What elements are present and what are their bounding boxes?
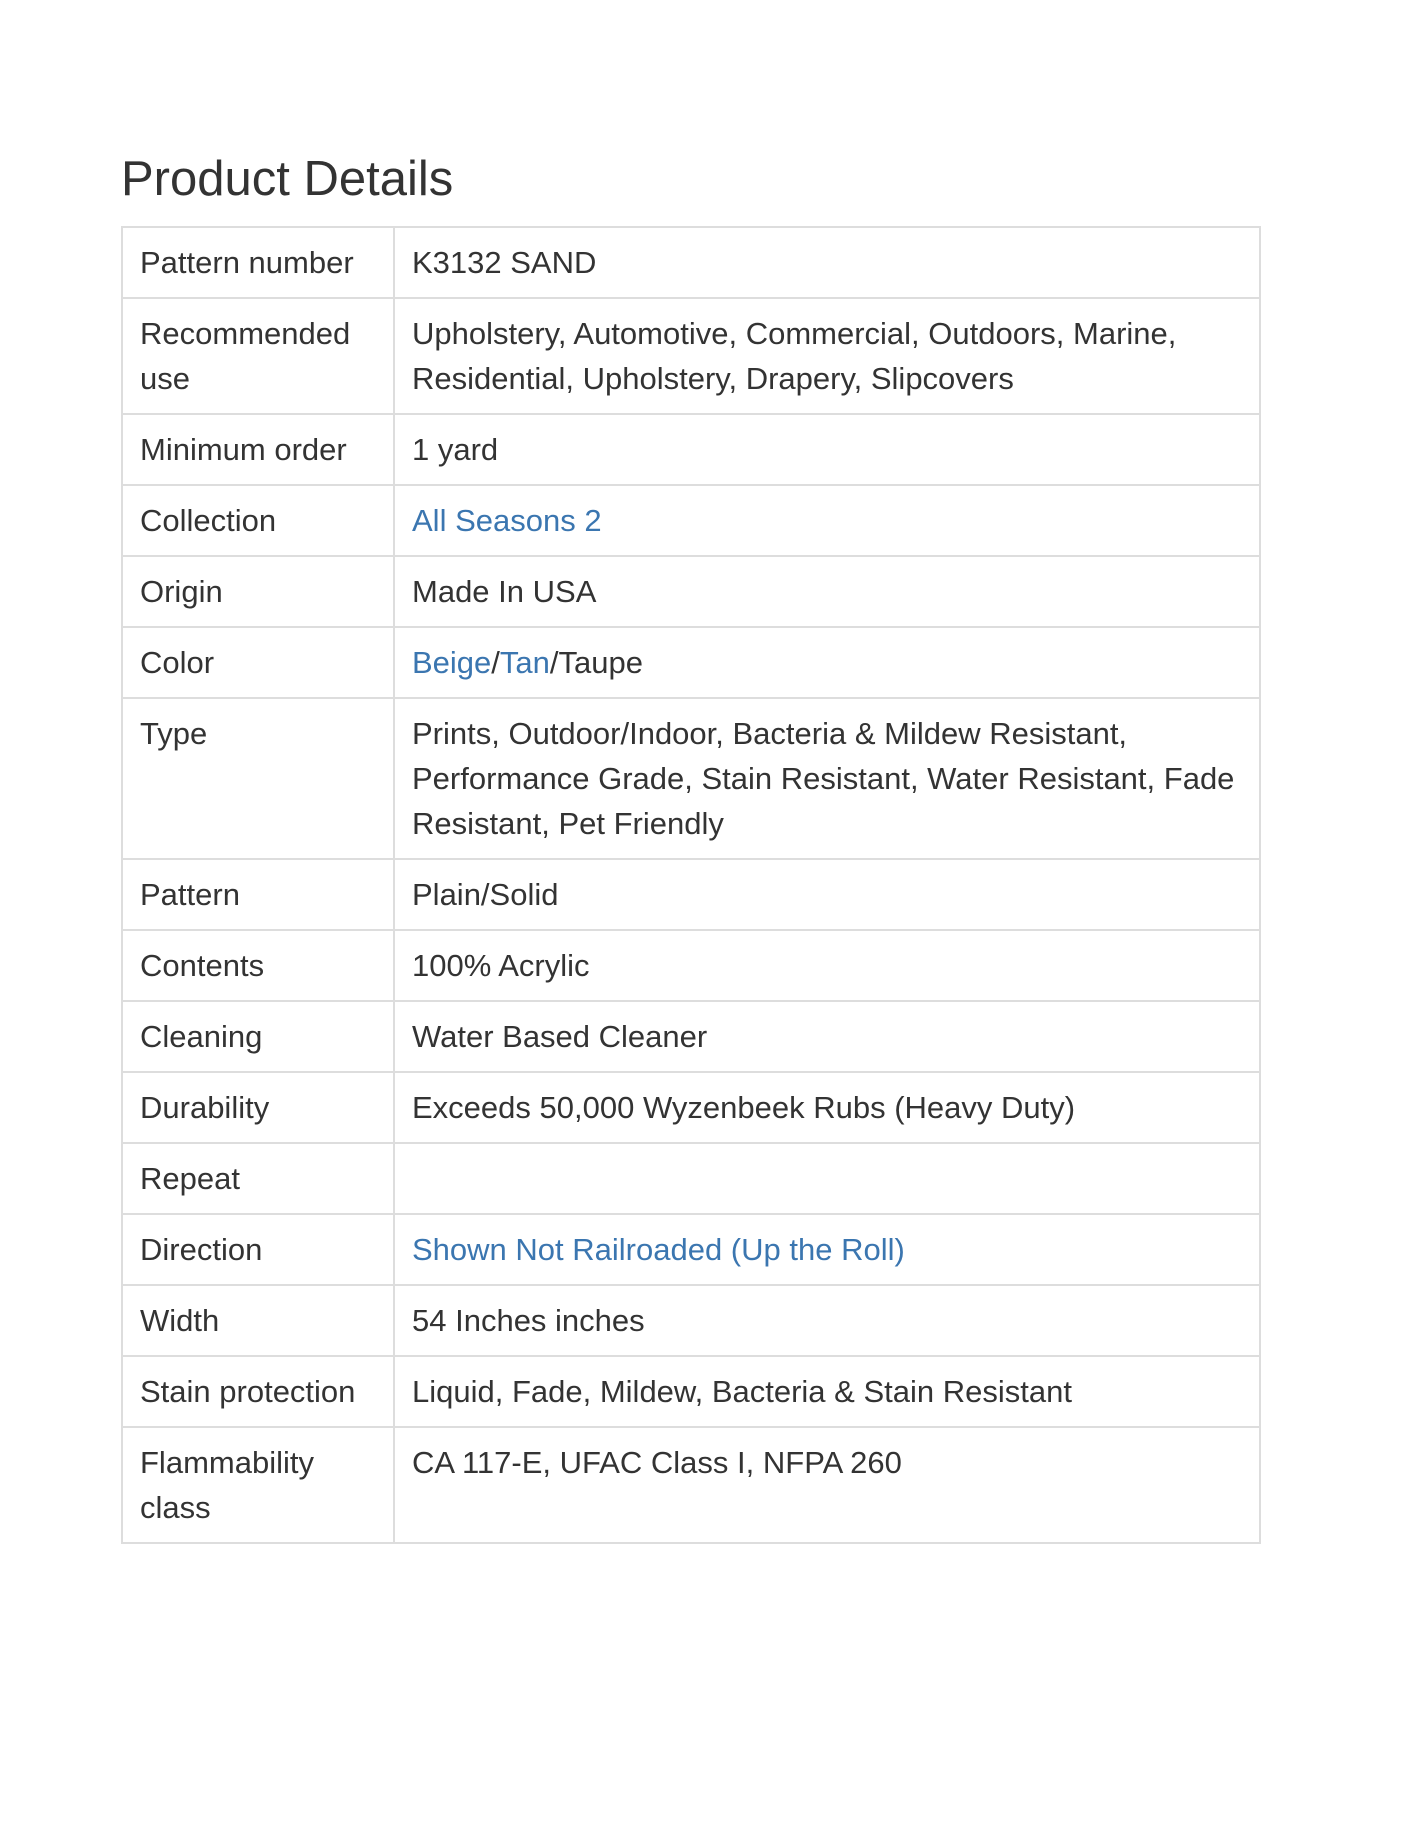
row-label: Contents [122, 930, 394, 1001]
table-row [122, 414, 1260, 485]
color-link-tan[interactable]: Tan [499, 645, 550, 680]
color-separator: / [491, 645, 500, 680]
row-label: Pattern [122, 859, 394, 930]
row-value: 1 yard [394, 414, 1260, 485]
row-label: Cleaning [122, 1001, 394, 1072]
row-value [394, 485, 1260, 556]
row-value [394, 1143, 1260, 1214]
row-label: Minimum order [122, 414, 394, 485]
collection-link[interactable]: All Seasons 2 [412, 503, 602, 538]
color-taupe: Taupe [558, 645, 643, 680]
table-row [122, 1143, 1260, 1214]
page-title: Product Details [121, 152, 454, 206]
row-value: Prints, Outdoor/Indoor, Bacteria & Mildew Resistant, Performance Grade, Stain Resistant, Water Resistant, Fade Resistant, Pet Friendly [394, 698, 1260, 859]
row-value: Made In USA [394, 556, 1260, 627]
row-label: Pattern number [122, 227, 394, 298]
row-label: Stain protection [122, 1356, 394, 1427]
table-row [122, 698, 1260, 859]
table-row [122, 298, 1260, 414]
table-row [122, 1427, 1260, 1543]
row-value: Liquid, Fade, Mildew, Bacteria & Stain Resistant [394, 1356, 1260, 1427]
row-value: Exceeds 50,000 Wyzenbeek Rubs (Heavy Duty) [394, 1072, 1260, 1143]
row-label: Type [122, 698, 394, 859]
product-details-section [121, 148, 1261, 1544]
table-row [122, 227, 1260, 298]
row-value: K3132 SAND [394, 227, 1260, 298]
table-row [122, 485, 1260, 556]
row-value: 54 Inches inches [394, 1285, 1260, 1356]
table-row [122, 1285, 1260, 1356]
table-row [122, 1214, 1260, 1285]
table-row [122, 627, 1260, 698]
direction-link[interactable]: Shown Not Railroaded (Up the Roll) [412, 1232, 905, 1267]
row-value: Water Based Cleaner [394, 1001, 1260, 1072]
row-label: Recommended use [122, 298, 394, 414]
product-details-table [121, 226, 1261, 1544]
row-value [394, 1214, 1260, 1285]
row-label: Durability [122, 1072, 394, 1143]
row-value: Upholstery, Automotive, Commercial, Outdoors, Marine, Residential, Upholstery, Drapery, Slipcovers [394, 298, 1260, 414]
table-row [122, 930, 1260, 1001]
row-label: Color [122, 627, 394, 698]
row-value: 100% Acrylic [394, 930, 1260, 1001]
row-value [394, 627, 1260, 698]
table-row [122, 1001, 1260, 1072]
color-link-beige[interactable]: Beige [412, 645, 492, 680]
table-row [122, 556, 1260, 627]
row-value: CA 117-E, UFAC Class I, NFPA 260 [394, 1427, 1260, 1543]
table-row [122, 1072, 1260, 1143]
row-label: Repeat [122, 1143, 394, 1214]
color-separator: / [549, 645, 559, 680]
row-label: Collection [122, 485, 394, 556]
row-value: Plain/Solid [394, 859, 1260, 930]
table-row [122, 859, 1260, 930]
row-label: Direction [122, 1214, 394, 1285]
row-label: Origin [122, 556, 394, 627]
table-row [122, 1356, 1260, 1427]
row-label: Width [122, 1285, 394, 1356]
row-label: Flammability class [122, 1427, 394, 1543]
